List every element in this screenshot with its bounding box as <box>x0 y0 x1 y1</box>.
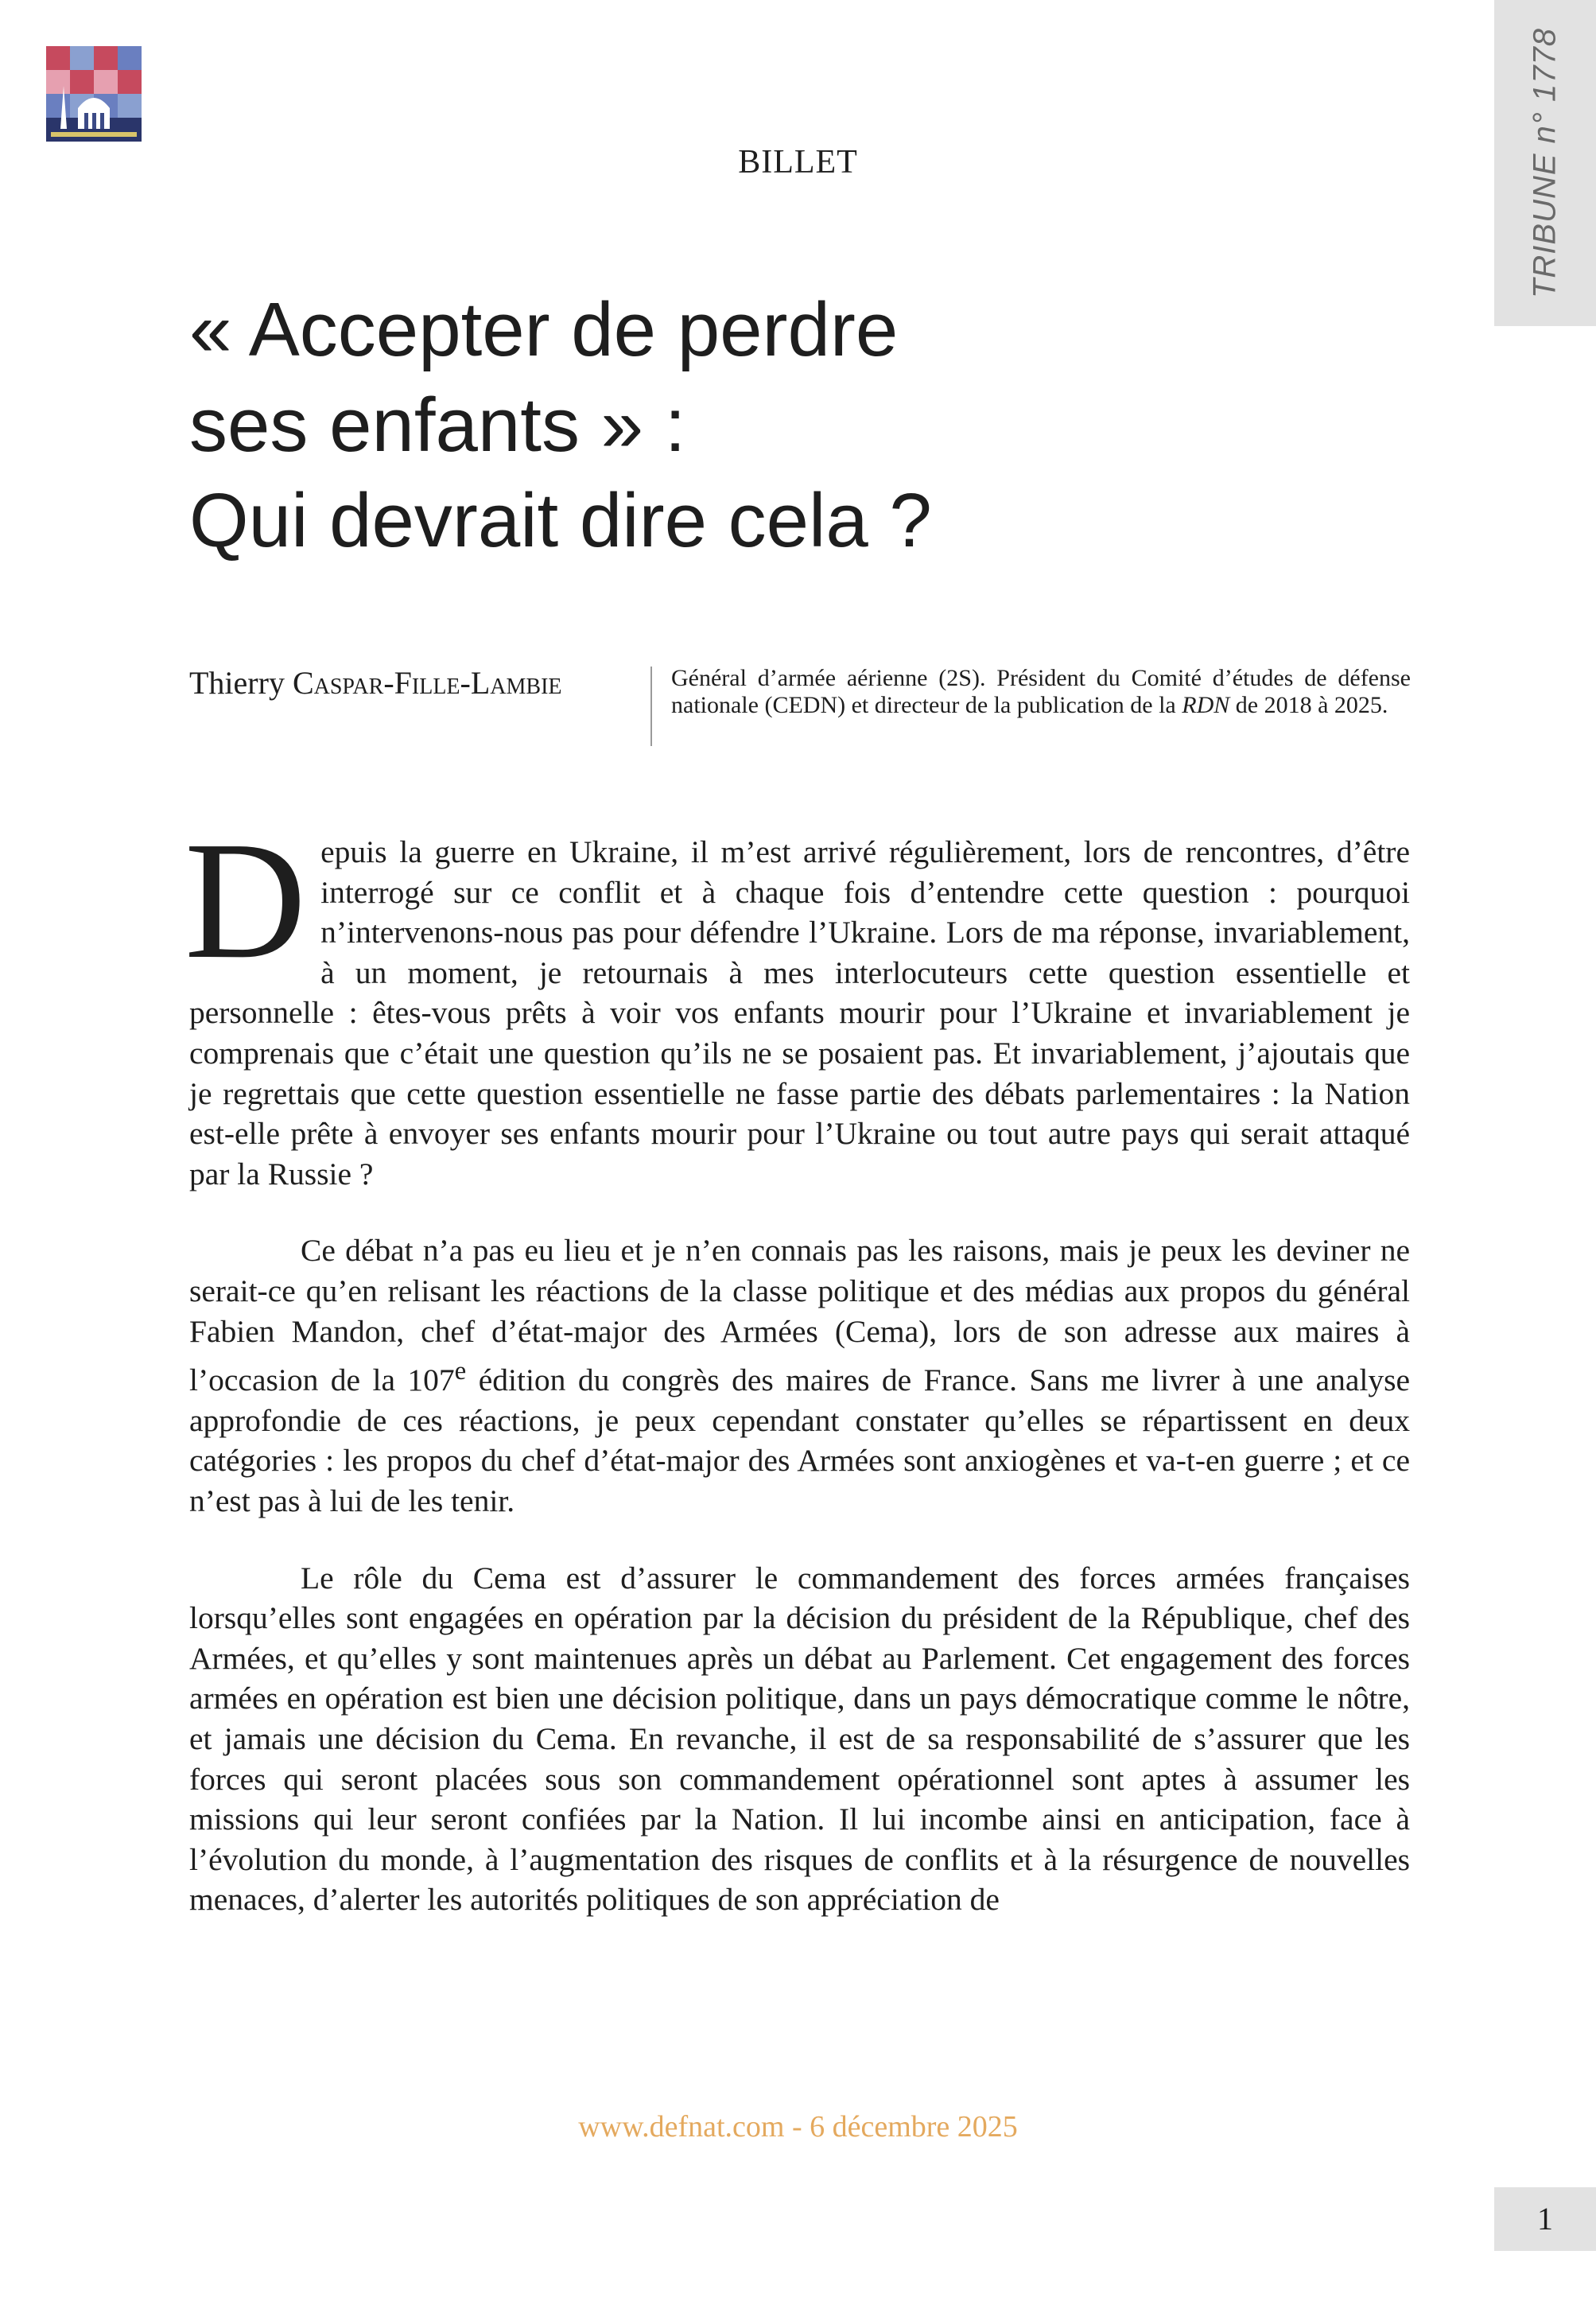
article-body <box>184 807 1410 1957</box>
paragraph-2-text-a: Ce débat n’a pas eu lieu et je n’en connais pas les raisons, mais je peux les deviner ne serait-ce qu’en relisant les réactions de la classe politique et des médias aux propos du général Fabien Mandon, chef d’état-major des Armées (Cema), lors de son adresse aux maires à l’occasion de la 107 <box>189 1233 1410 1398</box>
page-number: 1 <box>1537 2201 1553 2237</box>
rdn-logo <box>46 46 142 142</box>
page-number-tab <box>1494 2187 1596 2251</box>
author-last-name: Caspar-Fille-Lambie <box>292 665 562 701</box>
author-separator <box>650 667 652 746</box>
journal-abbreviation: RDN <box>1182 692 1230 718</box>
paragraph-2 <box>189 1230 1410 1521</box>
article-title <box>189 282 1303 569</box>
paragraph-3-text: Le rôle du Cema est d’assurer le commandement des forces armées françaises lorsqu’elles sont engagées en opération par la décision du président de la République, chef des Armées, et qu’elles y sont maintenues après un débat au Parlement. Cet engagement des forces armées en opération est bien une décision politique, dans un pays démocratique comme le nôtre, et jamais une décision du Cema. En revanche, il est de sa responsabilité de s’assurer que les forces qui seront placées sous son commandement opérationnel sont aptes à assumer les missions qui leur seront confiées par la Nation. Il lui incombe ainsi en anticipation, face à l’évolution du monde, à l’augmentation des risques de conflits et à la résurgence de nouvelles menaces, d’alerter les autorités politiques de son appréciation de <box>189 1560 1410 1918</box>
article-title-line-3: Qui devrait dire cela ? <box>189 478 932 563</box>
author-bio <box>671 665 1411 719</box>
author-first-name: Thierry <box>189 665 285 701</box>
article-title-line-2: ses enfants » : <box>189 383 686 468</box>
tribune-number-label: TRIBUNE n° 1778 <box>1527 27 1563 299</box>
paragraph-3 <box>189 1558 1410 1920</box>
author-bio-text: Général d’armée aérienne (2S). Président du Comité d’études de défense nationale (CEDN) et directeur de la publication de la RDN de 2018 à 2025. <box>671 665 1411 718</box>
article-title-line-1: « Accepter de perdre <box>189 287 899 372</box>
drop-cap: D <box>184 807 307 993</box>
author-name <box>189 664 562 702</box>
paragraph-1-text: epuis la guerre en Ukraine, il m’est arrivé régulièrement, lors de rencontres, d’être interrogé sur ce conflit et à chaque fois d’entendre cette question : pourquoi n’intervenons-nous pas pour défendre l’Ukraine. Lors de ma réponse, invariablement, à un moment, je retournais à mes interlocuteurs cette question essentielle et personnelle : êtes-vous prêts à voir vos enfants mourir pour l’Ukraine et invariablement je comprenais que c’était une question qu’ils ne se posaient pas. Et invariablement, j’ajoutais que je regrettais que cette question essentielle ne fasse partie des débats parlementaires : la Nation est-elle prête à envoyer ses enfants mourir pour l’Ukraine ou tout autre pays qui serait attaqué par la Russie ? <box>189 834 1410 1191</box>
rubric-label: BILLET <box>738 144 858 181</box>
ordinal-superscript: e <box>454 1357 467 1386</box>
paragraph-2-text-b: édition du congrès des maires de France. Sans me livrer à une analyse approfondie de ces réactions, je peux cependant constater qu’elles se répartissent en deux catégories : les propos du chef d’état-major des Armées sont anxiogènes et va-t-en guerre ; et ce n’est pas à lui de les tenir. <box>189 1362 1410 1519</box>
footer-website-date: www.defnat.com - 6 décembre 2025 <box>578 2110 1018 2144</box>
paragraph-1 <box>184 807 1410 1194</box>
